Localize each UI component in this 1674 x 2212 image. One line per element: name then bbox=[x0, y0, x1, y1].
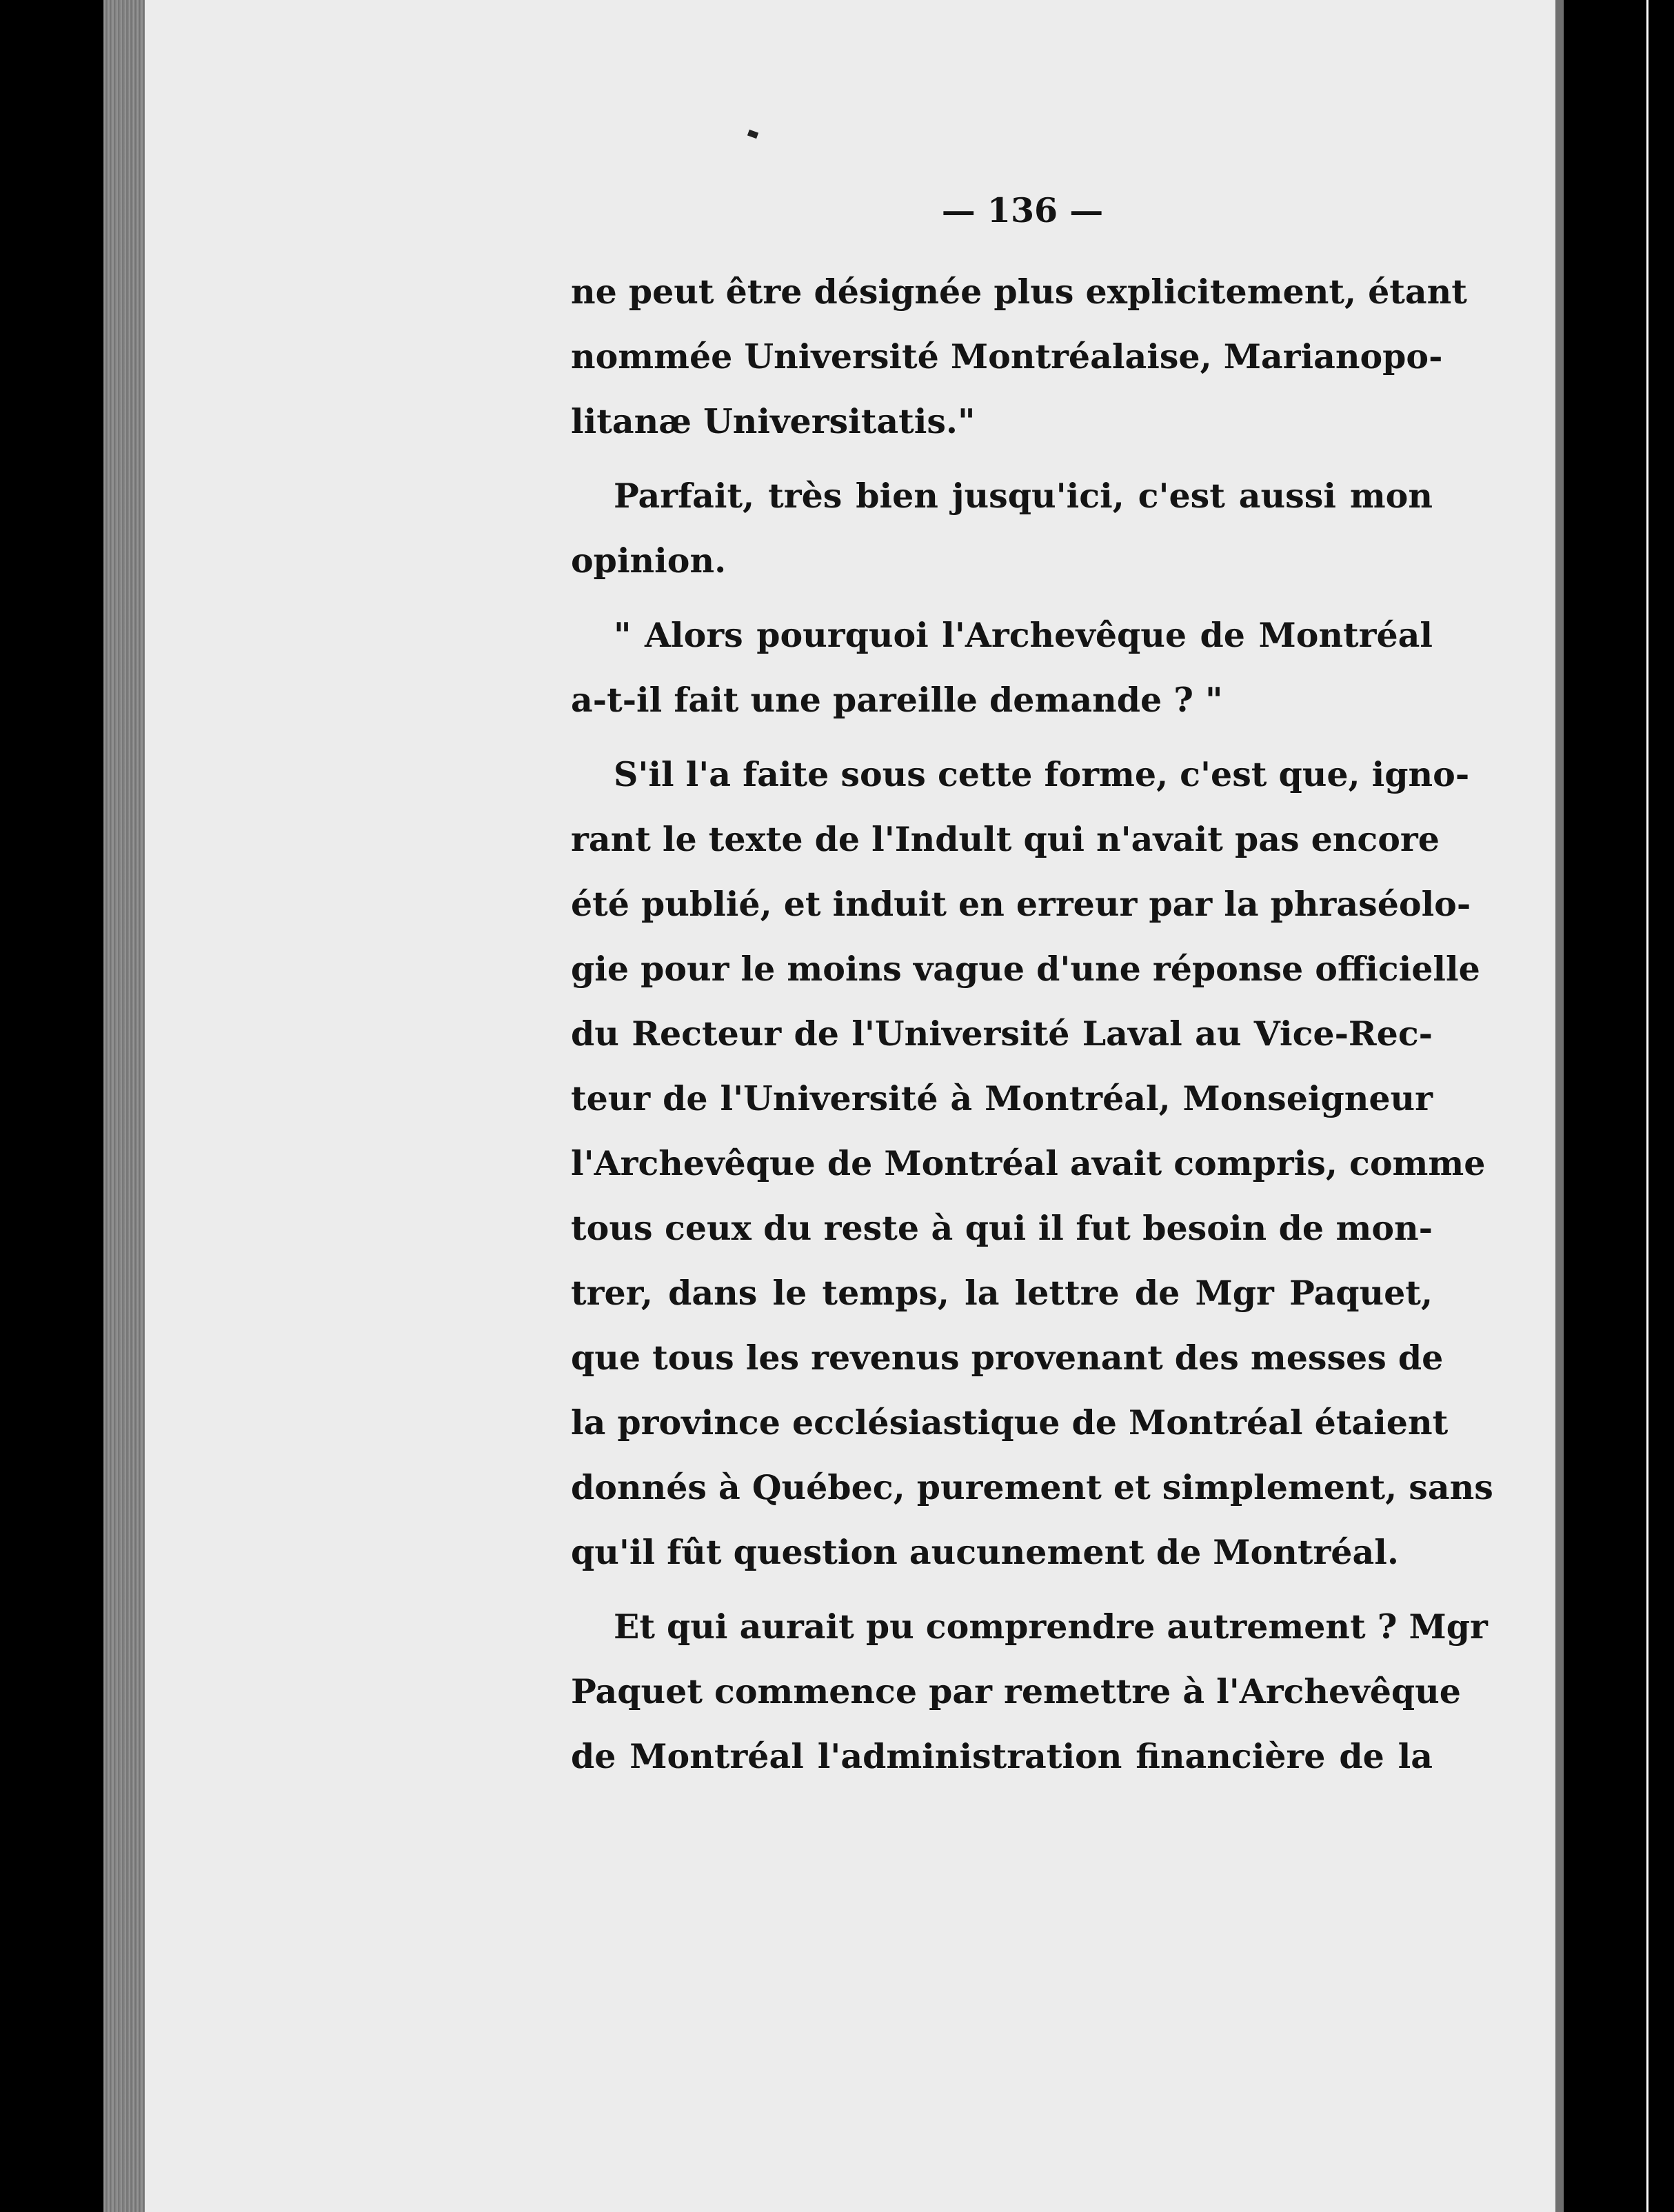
text-line: Et qui aurait pu comprendre autrement ? Mgr bbox=[614, 1607, 1488, 1647]
text-line: nommée Université Montréalaise, Marianopo- bbox=[571, 336, 1443, 376]
page-edges bbox=[103, 0, 145, 2212]
text-line: a-t-il fait une pareille demande ? " bbox=[571, 680, 1223, 720]
text-line: que tous les revenus provenant des messes de bbox=[571, 1338, 1444, 1378]
page-text bbox=[571, 186, 1493, 1789]
text-line: opinion. bbox=[571, 541, 727, 581]
scan-border-line bbox=[1646, 0, 1648, 2212]
text-line: été publié, et induit en erreur par la phraséolo- bbox=[571, 884, 1471, 924]
text-line: tous ceux du reste à qui il fut besoin de mon- bbox=[571, 1208, 1433, 1248]
paragraph-5 bbox=[571, 1594, 1488, 1789]
page-shadow bbox=[1555, 0, 1564, 2212]
text-line: gie pour le moins vague d'une réponse officielle bbox=[571, 949, 1480, 989]
text-line: Parfait, très bien jusqu'ici, c'est aussi mon bbox=[614, 476, 1433, 516]
paragraph-4 bbox=[571, 742, 1493, 1585]
text-line: ne peut être désignée plus explicitement, étant bbox=[571, 272, 1467, 312]
text-line: l'Archevêque de Montréal avait compris, comme bbox=[571, 1143, 1486, 1183]
text-line: Paquet commence par remettre à l'Archevêque bbox=[571, 1671, 1461, 1711]
text-line: teur de l'Université à Montréal, Monseigneur bbox=[571, 1078, 1433, 1118]
text-line: trer, dans le temps, la lettre de Mgr Paquet, bbox=[571, 1273, 1433, 1313]
text-line: S'il l'a faite sous cette forme, c'est que, igno- bbox=[614, 754, 1470, 794]
text-line: " Alors pourquoi l'Archevêque de Montréal bbox=[614, 615, 1433, 655]
book-spine bbox=[0, 0, 103, 2212]
text-line: donnés à Québec, purement et simplement, sans bbox=[571, 1467, 1493, 1507]
paragraph-2 bbox=[571, 463, 1433, 593]
text-line: de Montréal l'administration financière de la bbox=[571, 1736, 1433, 1776]
text-line: du Recteur de l'Université Laval au Vice-Rec- bbox=[571, 1014, 1433, 1054]
page-number: — 136 — bbox=[941, 190, 1104, 230]
paragraph-3 bbox=[571, 603, 1433, 732]
text-line: rant le texte de l'Indult qui n'avait pas encore bbox=[571, 819, 1440, 859]
paragraph-1 bbox=[571, 259, 1467, 454]
text-line: la province ecclésiastique de Montréal étaient bbox=[571, 1402, 1449, 1442]
scan-border bbox=[1564, 0, 1674, 2212]
text-line: litanæ Universitatis." bbox=[571, 401, 976, 441]
text-line: qu'il fût question aucunement de Montréal. bbox=[571, 1532, 1399, 1572]
